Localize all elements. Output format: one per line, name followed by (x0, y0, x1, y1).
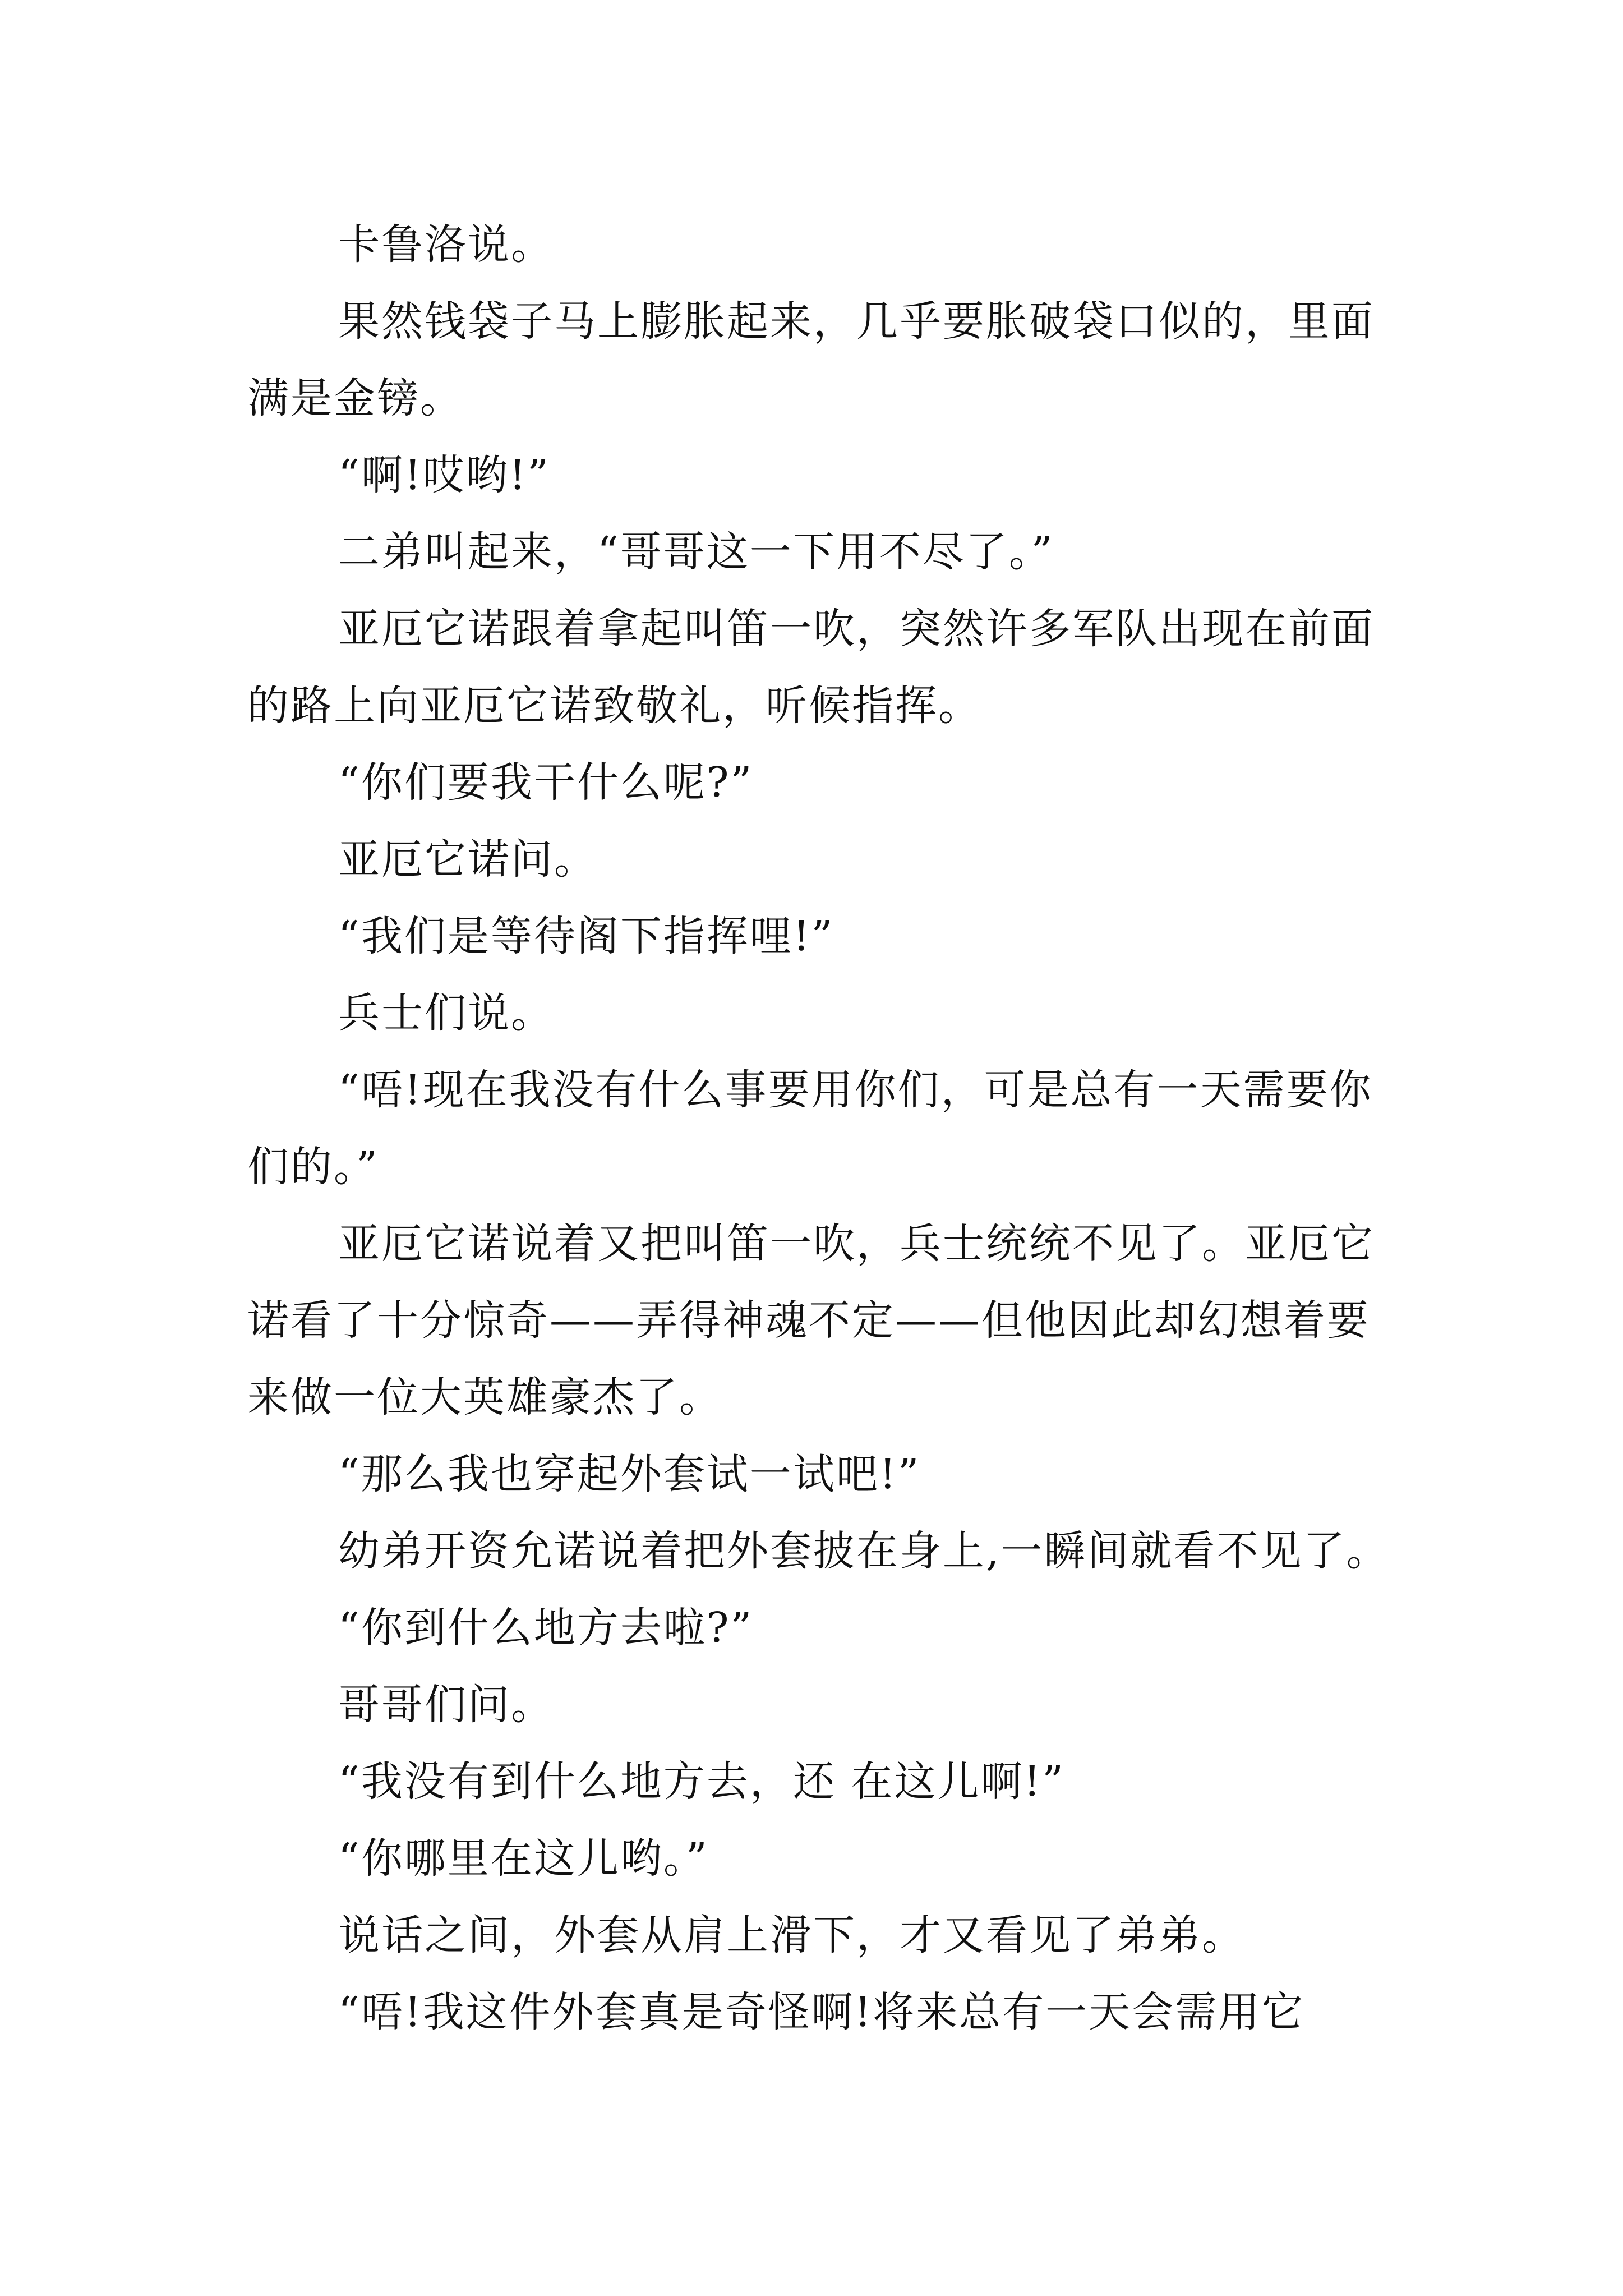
paragraph: “唔!现在我没有什么事要用你们，可是总有一天需要你们的。” (247, 1066, 1373, 1191)
paragraph: 哥哥们问。 (338, 1681, 554, 1729)
paragraph: 亚厄它诺跟着拿起叫笛一吹，突然许多军队出现在前面的路上向亚厄它诺致敬礼，听候指挥。 (247, 605, 1375, 730)
paragraph: “啊!哎哟!” (338, 451, 551, 499)
paragraph: “那么我也穿起外套试一试吧!” (338, 1450, 921, 1498)
paragraph: 卡鲁洛说。 (338, 220, 554, 269)
paragraph: 二弟叫起来，“哥哥这一下用不尽了。” (338, 528, 1054, 576)
paragraph: 果然钱袋子马上膨胀起来，几乎要胀破袋口似的，里面满是金镑。 (247, 297, 1375, 422)
paragraph: 亚厄它诺问。 (338, 835, 597, 884)
paragraph: “唔!我这件外套真是奇怪啊!将来总有一天会需用它 (338, 1988, 1305, 2036)
paragraph: 兵士们说。 (338, 989, 554, 1037)
paragraph: “你到什么地方去啦?” (338, 1604, 754, 1652)
story-text (247, 206, 1391, 2051)
paragraph: “你哪里在这儿哟。” (338, 1834, 709, 1883)
paragraph: 亚厄它诺说着又把叫笛一吹，兵士统统不见了。亚厄它诺看了十分惊奇——弄得神魂不定——但他因此却幻想着要来做一位大英雄豪杰了。 (247, 1220, 1375, 1421)
paragraph: 说话之间，外套从肩上滑下，才又看见了弟弟。 (338, 1911, 1245, 1959)
paragraph: 幼弟开资允诺说着把外套披在身上,一瞬间就看不见了。 (338, 1527, 1390, 1575)
paragraph: “我们是等待阁下指挥哩!” (338, 912, 834, 960)
paragraph: “你们要我干什么呢?” (338, 758, 754, 807)
paragraph: “我没有到什么地方去，还 在这儿啊!” (338, 1757, 1065, 1806)
